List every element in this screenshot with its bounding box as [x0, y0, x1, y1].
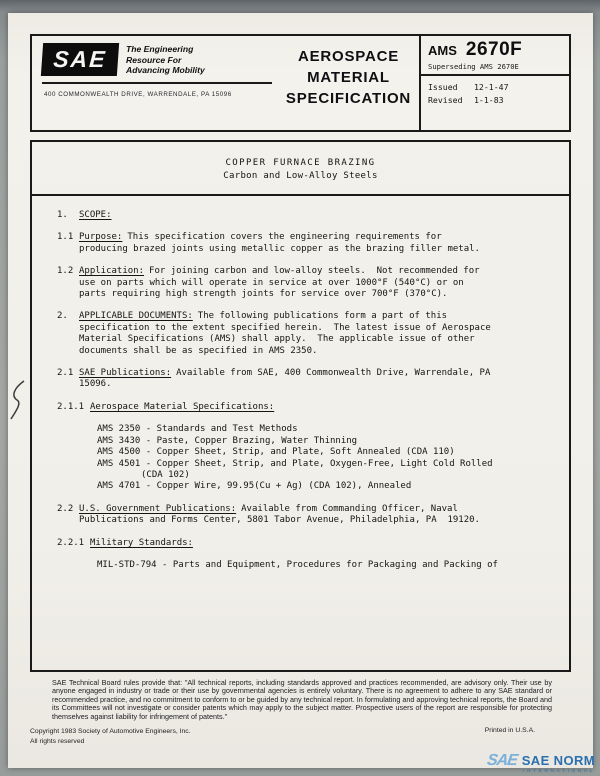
header-left: [32, 36, 278, 130]
section-number: 1.2: [57, 266, 74, 277]
sae-logo-text: SAE: [52, 46, 108, 72]
document-paper: [8, 13, 593, 768]
rights-line: All rights reserved: [30, 738, 85, 746]
sae-tagline: [126, 43, 205, 76]
sae-norm-glyph-icon: SAE: [485, 751, 518, 769]
section-application: [57, 266, 491, 300]
sae-logo-row: [42, 43, 272, 84]
technical-board-disclaimer: [52, 679, 552, 721]
section-number: 2.1.1: [57, 401, 85, 412]
spec-number-row: [421, 36, 569, 61]
document-type-title: [278, 36, 419, 130]
section-aerospace-material-specifications: [57, 402, 491, 413]
sae-norm-logo: [487, 753, 595, 775]
copyright-notice: [30, 727, 191, 747]
section-content: [79, 504, 491, 527]
spec-id-panel: [419, 36, 569, 130]
spec-prefix: AMS: [428, 43, 457, 58]
issued-label: Issued: [428, 82, 458, 92]
section-content: [90, 538, 198, 549]
section-number: 2.2: [57, 503, 74, 514]
sae-norm-row: [487, 753, 595, 769]
revised-label: Revised: [428, 94, 463, 105]
section-label: SAE Publications:: [79, 368, 172, 379]
section-content: [79, 210, 117, 221]
doc-type-line: SPECIFICATION: [285, 90, 412, 107]
section-label: APPLICABLE DOCUMENTS:: [79, 311, 193, 322]
section-text: Available from Commanding Officer, Naval Publications and Forms Center, 5801 Tabor Avenue, Philadelphia, PA 19120.: [79, 503, 480, 526]
section-text: The following publications form a part of this specification to the extent specified herein. The latest issue of Aerospace Material Specifications (AMS) shall apply. The applicable issue of other documents shall be as specified in AMS 2350.: [79, 311, 497, 356]
disclaimer-text: SAE Technical Board rules provide that: "All technical reports, including standards approved and practices recommended, are advisory only. Their use by anyone engaged in industry or trade or their use by governmental agencies is entirely voluntary. There is no agreement to adhere to any SAE standard or recommended practice, and no commitment to conform to or be guided by any technical report. In formulating and approving technical reports, the Board and its Committees will not investigate or consider patents which may apply to the subject matter. Prospective users of the report are responsible for protecting themselves against liability for infringement of patents.": [52, 678, 552, 721]
section-label: SCOPE:: [79, 210, 112, 220]
list-item: AMS 2350 - Standards and Test Methods: [97, 424, 298, 435]
spec-number: 2670F: [465, 39, 523, 60]
section-content: [79, 266, 491, 300]
ams-document-list: [97, 424, 517, 492]
section-number: 2.2.1: [57, 537, 85, 548]
list-item: AMS 3430 - Paste, Copper Brazing, Water Thinning: [97, 435, 358, 446]
section-applicable-documents: [57, 311, 497, 357]
section-sae-publications: [57, 368, 502, 391]
section-number: 1.1: [57, 232, 74, 243]
specification-body-box: [30, 140, 571, 672]
document-title: [32, 142, 569, 182]
section-purpose: [57, 232, 491, 255]
superseding-note: Superseding AMS 2670E: [421, 61, 569, 76]
section-us-government-publications: [57, 504, 491, 527]
section-scope: [57, 210, 491, 221]
list-item: AMS 4501 - Copper Sheet, Strip, and Plate, Oxygen-Free, Light Cold Rolled (CDA 102): [97, 458, 493, 480]
section-number: 2.: [57, 311, 68, 322]
tagline-line: Advancing Mobility: [126, 65, 205, 75]
body-text: [32, 196, 569, 571]
title-line-1: COPPER FURNACE BRAZING: [225, 158, 376, 168]
section-label: Aerospace Material Specifications:: [90, 401, 275, 412]
list-item: AMS 4701 - Copper Wire, 99.95(Cu + Ag) (CDA 102), Annealed: [97, 481, 412, 492]
section-text: For joining carbon and low-alloy steels. Not recommended for use on parts which will operate in service at over 1000°F (540°C) or on parts requiring high strength joints for service over 700°F (370°C).: [79, 266, 485, 300]
section-text: This specification covers the engineering requirements for producing brazed joints using metallic copper as the brazing filler metal.: [79, 232, 480, 254]
section-content: [90, 402, 279, 413]
sae-logo: [41, 43, 119, 76]
revised-row: [428, 94, 563, 107]
list-item: AMS 4500 - Copper Sheet, Strip, and Plate, Soft Annealed (CDA 110): [97, 447, 455, 458]
copyright-line: Copyright 1983 Society of Automotive Engineers, Inc.: [30, 728, 191, 736]
section-content: [79, 232, 491, 255]
section-content: [79, 368, 502, 391]
issued-date: 12-1-47: [474, 82, 509, 92]
footer-bottom: [8, 721, 593, 747]
mil-std-item: MIL-STD-794 - Parts and Equipment, Procedures for Packaging and Packing of: [97, 559, 498, 570]
title-line-2: Carbon and Low-Alloy Steels: [223, 170, 378, 181]
sae-norm-subtitle: INTERNATIONAL: [523, 769, 595, 775]
section-number: 1.: [57, 210, 68, 220]
issued-row: [428, 81, 563, 94]
section-content: [79, 311, 497, 357]
sae-address: 400 COMMONWEALTH DRIVE, WARRENDALE, PA 15096: [44, 91, 232, 98]
section-number: 2.1: [57, 368, 74, 379]
document-header: [30, 34, 571, 132]
handwritten-mark: [9, 379, 27, 421]
doc-type-line: AEROSPACE: [297, 48, 400, 65]
revised-date: 1-1-83: [474, 94, 504, 105]
section-label: Military Standards:: [90, 537, 193, 548]
section-military-standards: [57, 538, 491, 549]
section-label: Purpose:: [79, 232, 123, 243]
printed-note: Printed in U.S.A.: [484, 727, 535, 735]
doc-type-line: MATERIAL: [307, 69, 390, 86]
sae-norm-name: SAE NORM: [521, 752, 595, 768]
section-label: Application:: [79, 266, 145, 277]
tagline-line: The Engineering: [126, 44, 194, 54]
tagline-line: Resource For: [126, 54, 182, 65]
section-label: U.S. Government Publications:: [79, 503, 237, 514]
section-text: Available from SAE, 400 Commonwealth Drive, Warrendale, PA 15096.: [79, 368, 502, 390]
issue-dates: [421, 76, 569, 106]
